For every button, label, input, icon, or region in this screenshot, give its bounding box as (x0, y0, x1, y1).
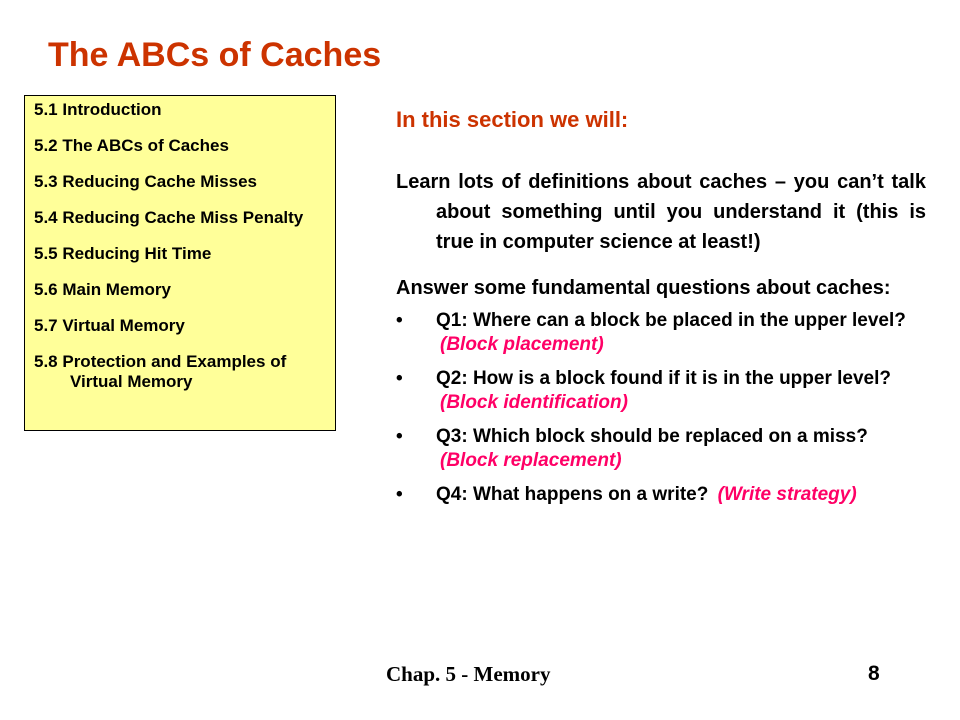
question-text: Q1: Where can a block be placed in the upper level? (436, 310, 906, 331)
question-text: Q3: Which block should be replaced on a miss? (436, 426, 868, 447)
bullet-icon: • (396, 484, 403, 505)
content-column (396, 106, 926, 517)
toc-item: 5.7 Virtual Memory (34, 316, 185, 335)
question-item (396, 367, 926, 415)
bullet-icon: • (396, 368, 403, 389)
question-tag: (Block identification) (440, 392, 628, 413)
paragraph-definitions: Learn lots of definitions about caches – you can’t talk about something until you understand it (this is true in computer science at least!) (396, 171, 926, 253)
toc-item: 5.1 Introduction (34, 100, 162, 119)
toc-item: 5.5 Reducing Hit Time (34, 244, 212, 263)
toc-item: 5.6 Main Memory (34, 280, 171, 299)
question-item (396, 483, 926, 507)
bullet-icon: • (396, 426, 403, 447)
paragraph-questions-intro: Answer some fundamental questions about caches: (396, 277, 891, 299)
toc-item: 5.3 Reducing Cache Misses (34, 172, 257, 191)
question-item (396, 309, 926, 357)
section-heading: In this section we will: (396, 107, 629, 132)
bullet-icon: • (396, 310, 403, 331)
toc-item: 5.2 The ABCs of Caches (34, 136, 229, 155)
toc-item: 5.4 Reducing Cache Miss Penalty (34, 208, 304, 227)
question-tag: (Block replacement) (440, 450, 622, 471)
slide-title: The ABCs of Caches (48, 36, 382, 74)
toc-item: 5.8 Protection and Examples of Virtual Memory (34, 352, 287, 391)
footer-chapter: Chap. 5 - Memory (386, 662, 551, 686)
table-of-contents (24, 95, 336, 431)
question-item (396, 425, 926, 473)
question-text: Q2: How is a block found if it is in the upper level? (436, 368, 891, 389)
question-tag: (Write strategy) (717, 484, 857, 505)
question-text: Q4: What happens on a write? (436, 484, 709, 505)
question-tag: (Block placement) (440, 334, 604, 355)
page-number: 8 (868, 662, 880, 685)
